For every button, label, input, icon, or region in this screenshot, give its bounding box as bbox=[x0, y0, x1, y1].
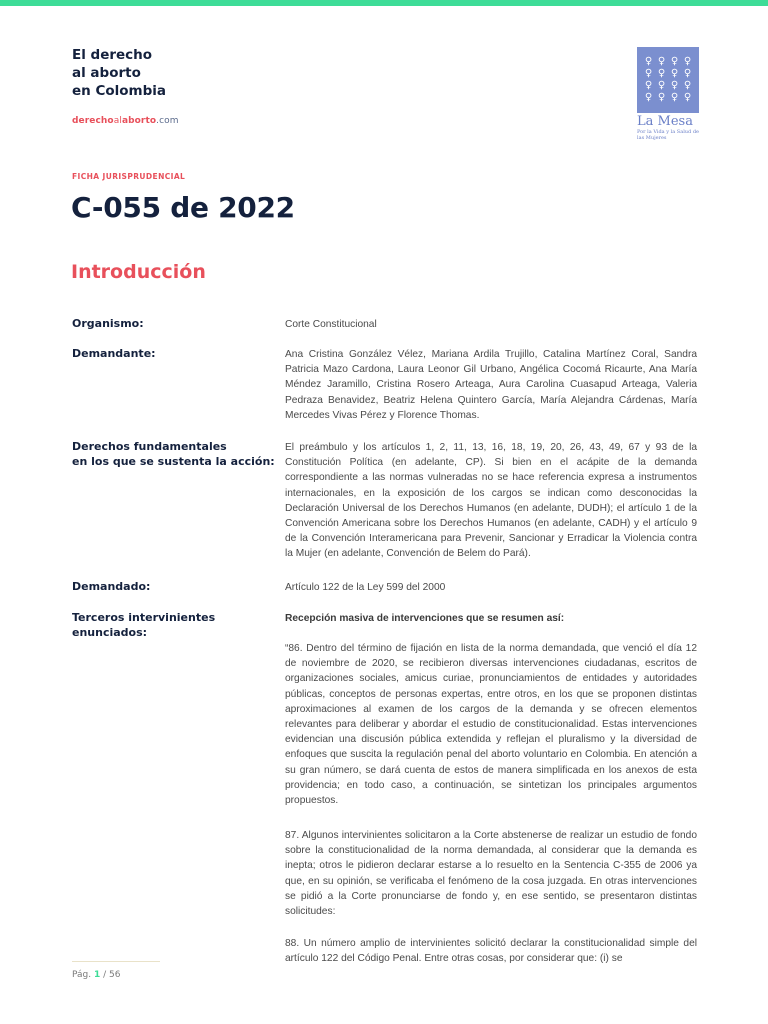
brand-line: al aborto bbox=[72, 65, 141, 81]
site-link-part: al bbox=[113, 116, 122, 126]
current-page: 1 bbox=[93, 970, 101, 980]
page-prefix: Pág. bbox=[72, 970, 94, 980]
derechos-label-line: Derechos fundamentales bbox=[72, 440, 227, 453]
organismo-label: Organismo: bbox=[72, 317, 144, 330]
site-link-suffix: .com bbox=[156, 116, 179, 126]
logo-tagline: Por la Vida y la Salud de las Mujeres bbox=[637, 129, 699, 141]
brand-title bbox=[72, 46, 166, 100]
demandante-value: Ana Cristina González Vélez, Mariana Ardila Trujillo, Catalina Martínez Coral, Sandra Patricia Mazo Cardona, Laura Leonor Gil Urbano, Angélica Cocomá Ricaurte, Ana María Méndez Jaramillo, Cristina Rosero Arteaga, Aura Carolina Cuasapud Arteaga, Valeria Pedraza Benavidez, Beatriz Helena Quintero García, María Alejandra Cárdenas, María Mercedes Vivas Pérez y Florence Thomas. bbox=[285, 349, 697, 421]
demandado-label: Demandado: bbox=[72, 580, 151, 593]
organismo-value: Corte Constitucional bbox=[285, 319, 377, 330]
paragraph-86: “86. Dentro del término de fijación en lista de la norma demandada, que venció el día 12 de noviembre de 2020, se recibieron diversas intervenciones ciudadanas, escritos de organizaciones sociales, amicus curiae, pronunciamientos de entidades y autoridades públicas, conceptos de personas expertas, entre otros, en los que se proponen distintas aproximaciones al examen de los cargos de la demanda y se ofrecen elementos relevantes para deliberar y abordar el estudio de constitucionalidad. Estas intervenciones evidencian una discusión pública extendida y reflejan el pluralismo y la diversidad de enfoques que suscita la regulación penal del aborto voluntario en Colombia. En atención a su gran número, se dará cuenta de estos de manera simplificada en los anexos de esta providencia; en todo caso, a continuación, se sintetizan los principales argumentos propuestos. bbox=[285, 643, 697, 807]
women-symbols-icon: ♀ ♀ ♀ ♀ ♀ ♀ ♀ ♀ ♀ ♀ ♀ ♀ ♀ ♀ ♀ ♀ bbox=[637, 47, 699, 113]
document-kicker: FICHA JURISPRUDENCIAL bbox=[72, 172, 186, 181]
brand-line: El derecho bbox=[72, 47, 153, 63]
terceros-label bbox=[72, 610, 215, 640]
site-link-part: derecho bbox=[72, 116, 114, 126]
derechos-value: El preámbulo y los artículos 1, 2, 11, 13, 16, 18, 19, 20, 26, 43, 49, 67 y 93 de la Constitución Política (en adelante, CP). Si bien en el acápite de la demanda correspondiente a las normas vulneradas no se hace referencia expresa a instrumentos internacionales, en la exposición de los cargos se indican como desconocidas la Declaración Universal de los Derechos Humanos (en adelante, DUDH); el artículo 1 de la Convención Americana sobre los Derechos Humanos (en adelante, CADH) y el artículo 9 de la Convención Interamericana para Prevenir, Sancionar y Erradicar la Violencia contra la Mujer (en adelante, Convención de Belem do Pará). bbox=[285, 442, 697, 560]
paragraph-87: 87. Algunos intervinientes solicitaron a la Corte abstenerse de realizar un estudio de fondo sobre la constitucionalidad de la norma demandada, al considerar que la demanda es inepta; otros le pidieron declarar estarse a lo resuelto en la Sentencia C-355 de 2006 ya que, en su opinión, se verificaba el fenómeno de la cosa juzgada. En otras intervenciones se pidió a la Corte pronunciarse de fondo y, en ese sentido, se presentaron distintas solicitudes: bbox=[285, 830, 697, 918]
logo-name: La Mesa bbox=[637, 114, 693, 129]
page-number bbox=[72, 970, 120, 980]
section-title: Introducción bbox=[71, 261, 206, 283]
demandado-value: Artículo 122 de la Ley 599 del 2000 bbox=[285, 582, 446, 593]
demandante-label: Demandante: bbox=[72, 347, 156, 360]
case-title: C-055 de 2022 bbox=[71, 191, 295, 224]
site-link-part: aborto bbox=[121, 116, 157, 126]
terceros-label-line: enunciados: bbox=[72, 626, 148, 639]
footer-divider bbox=[72, 961, 160, 962]
top-accent-bar bbox=[0, 0, 768, 6]
brand-line: en Colombia bbox=[72, 83, 167, 99]
terceros-lead: Recepción masiva de intervenciones que se resumen así: bbox=[285, 613, 565, 624]
paragraph-88: 88. Un número amplio de intervinientes solicitó declarar la constitucionalidad simple del artículo 122 del Código Penal. Entre otras cosas, por considerar que: (i) se bbox=[285, 938, 697, 965]
derechos-label-line: en los que se sustenta la acción: bbox=[72, 455, 275, 468]
terceros-label-line: Terceros intervinientes bbox=[72, 611, 216, 624]
la-mesa-logo bbox=[637, 47, 699, 141]
page-total: / 56 bbox=[100, 970, 121, 980]
derechos-label bbox=[72, 439, 275, 469]
site-link[interactable] bbox=[72, 116, 179, 126]
